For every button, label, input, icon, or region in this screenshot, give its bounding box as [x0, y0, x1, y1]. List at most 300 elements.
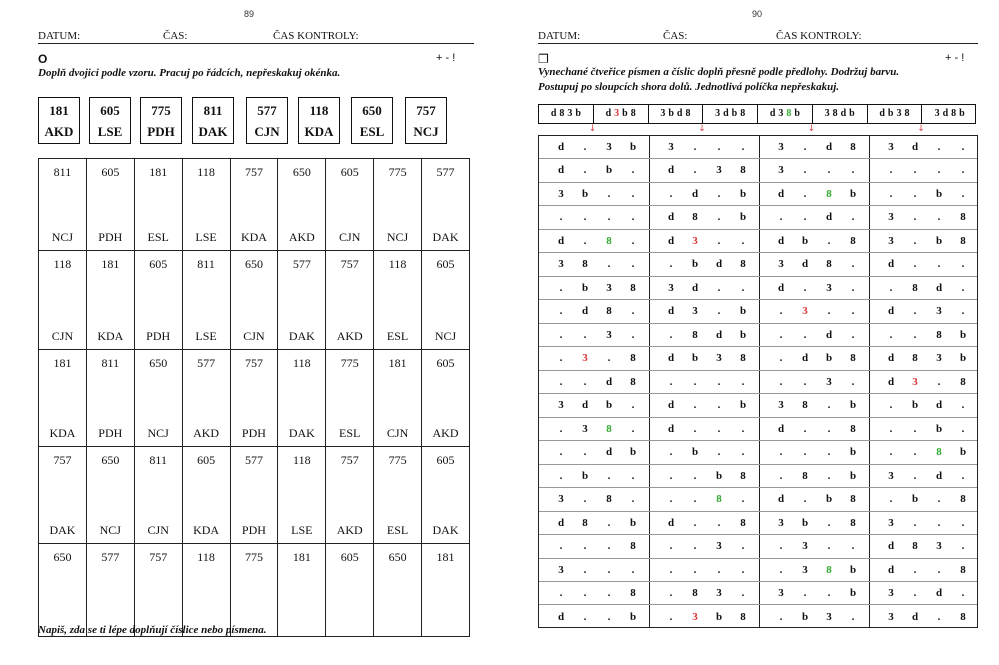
grid-cell[interactable]	[326, 447, 374, 544]
grid-row	[39, 447, 470, 544]
copy-cell[interactable]	[649, 253, 759, 275]
reference-char: b	[731, 108, 738, 119]
grid-cell[interactable]	[39, 251, 87, 350]
grid-cell[interactable]	[326, 159, 374, 251]
copy-cell[interactable]	[649, 606, 759, 629]
copy-char: d	[777, 234, 785, 247]
reference-char: d	[550, 108, 557, 119]
grid-cell[interactable]	[134, 251, 182, 350]
copy-char: b	[801, 234, 809, 247]
grid-cell[interactable]	[422, 544, 470, 637]
copy-cell[interactable]	[649, 512, 759, 534]
cell-number: 577	[244, 453, 263, 467]
copy-char: 3	[716, 587, 722, 600]
cell-number: 181	[388, 356, 407, 370]
copy-cell[interactable]	[539, 277, 649, 299]
copy-cell[interactable]	[869, 136, 979, 158]
copy-char: 8	[630, 352, 636, 365]
grid-cell[interactable]	[86, 159, 134, 251]
copy-cell[interactable]	[759, 277, 869, 299]
grid-cell[interactable]	[86, 544, 134, 637]
grid-cell[interactable]	[39, 159, 87, 251]
sample-code: CJN	[254, 124, 280, 139]
copy-char: .	[851, 164, 855, 177]
copy-cell[interactable]	[759, 206, 869, 228]
copy-cell[interactable]	[869, 183, 979, 205]
copy-cell[interactable]	[759, 371, 869, 393]
copy-char: .	[913, 328, 917, 341]
copy-char: 3	[888, 234, 894, 247]
cell-number: 577	[436, 165, 455, 179]
copy-char: .	[607, 258, 611, 271]
copy-cell[interactable]	[649, 418, 759, 440]
copy-char: .	[669, 563, 673, 576]
copy-cell[interactable]	[539, 253, 649, 275]
copy-char: 8	[740, 164, 746, 177]
cas-kontroly-label: ČAS KONTROLY:	[273, 30, 359, 42]
copy-cell[interactable]	[649, 347, 759, 369]
copy-cell[interactable]	[759, 253, 869, 275]
grid-cell[interactable]	[182, 159, 230, 251]
copy-cell[interactable]	[539, 206, 649, 228]
copy-char: .	[583, 587, 587, 600]
copy-char: d	[887, 305, 895, 318]
copy-char: 3	[606, 328, 612, 341]
down-arrow-icon: ↓	[807, 124, 816, 134]
cell-number: 757	[340, 257, 359, 271]
reference-char: 8	[832, 108, 838, 119]
copy-char: d	[935, 399, 943, 412]
grid-cell[interactable]	[39, 544, 87, 637]
copy-cell[interactable]	[539, 418, 649, 440]
cell-number: 811	[53, 165, 72, 179]
copy-char: .	[913, 563, 917, 576]
copy-char: 8	[960, 563, 966, 576]
cell-code: LSE	[195, 329, 217, 343]
copy-char: .	[851, 258, 855, 271]
reference-char: 8	[904, 108, 910, 119]
copy-cell[interactable]	[539, 441, 649, 463]
reference-char: b	[959, 108, 965, 119]
copy-cell[interactable]	[649, 159, 759, 181]
copy-cell[interactable]	[539, 230, 649, 252]
copy-char: .	[693, 493, 697, 506]
copy-char: .	[693, 540, 697, 553]
copy-char: 8	[912, 352, 918, 365]
grid-cell[interactable]	[230, 447, 278, 544]
copy-cell[interactable]	[539, 512, 649, 534]
copy-char: d	[667, 352, 675, 365]
copy-cell[interactable]	[539, 136, 649, 158]
grid-cell[interactable]	[278, 544, 326, 637]
copy-char: .	[607, 610, 611, 623]
copy-cell[interactable]	[759, 606, 869, 629]
copy-char: .	[913, 305, 917, 318]
grid-cell[interactable]	[39, 350, 87, 447]
copy-char: .	[851, 375, 855, 388]
copy-char: 3	[606, 141, 612, 153]
copy-char: .	[669, 469, 673, 482]
copy-cell[interactable]	[539, 183, 649, 205]
copy-char: .	[583, 234, 587, 247]
copy-char: b	[605, 399, 613, 412]
copy-cell[interactable]	[759, 159, 869, 181]
copy-char: b	[935, 234, 943, 247]
grid-cell[interactable]	[230, 544, 278, 637]
sample-pair	[405, 97, 447, 144]
copy-cell[interactable]	[869, 465, 979, 487]
copy-cell[interactable]	[759, 347, 869, 369]
cell-code: DAK	[432, 230, 459, 244]
copy-cell[interactable]	[649, 488, 759, 510]
copy-char: .	[827, 422, 831, 435]
copy-cell[interactable]	[869, 559, 979, 581]
copy-cell[interactable]	[649, 230, 759, 252]
copy-cell[interactable]	[649, 465, 759, 487]
grid-cell[interactable]	[86, 251, 134, 350]
copy-cell[interactable]	[759, 324, 869, 346]
copy-cell[interactable]	[869, 277, 979, 299]
sample-pair	[298, 97, 340, 144]
copy-cell[interactable]	[539, 465, 649, 487]
copy-cell[interactable]	[649, 136, 759, 158]
copy-char: 8	[606, 234, 612, 247]
copy-cell[interactable]	[649, 324, 759, 346]
cell-code: PDH	[241, 426, 266, 440]
grid-cell[interactable]	[374, 544, 422, 637]
copy-cell[interactable]	[869, 300, 979, 322]
copy-char: d	[581, 305, 589, 318]
reference-group	[758, 105, 813, 123]
copy-cell[interactable]	[759, 183, 869, 205]
copy-cell[interactable]	[649, 394, 759, 416]
copy-cell[interactable]	[869, 441, 979, 463]
copy-cell[interactable]	[759, 230, 869, 252]
copy-cell[interactable]	[759, 512, 869, 534]
footer-instruction: Napiš, zda se ti lépe doplňují číslice nebo písmena.	[38, 624, 267, 636]
copy-char: 3	[802, 563, 808, 576]
grid-cell[interactable]	[134, 159, 182, 251]
copy-char: .	[827, 164, 831, 177]
sample-number: 757	[416, 103, 436, 118]
copy-char: 3	[668, 141, 674, 153]
copy-cell[interactable]	[869, 206, 979, 228]
copy-cell[interactable]	[869, 488, 979, 510]
copy-char: .	[693, 399, 697, 412]
copy-cell[interactable]	[649, 277, 759, 299]
copy-cell[interactable]	[869, 582, 979, 604]
copy-cell[interactable]	[539, 582, 649, 604]
copy-char: .	[717, 399, 721, 412]
copy-char: b	[911, 399, 919, 412]
cell-number: 650	[149, 356, 168, 370]
copy-char: 3	[692, 305, 698, 318]
grid-cell[interactable]	[278, 350, 326, 447]
copy-cell[interactable]	[539, 347, 649, 369]
copy-char: d	[887, 258, 895, 271]
grid-cell[interactable]	[134, 350, 182, 447]
copy-cell[interactable]	[649, 183, 759, 205]
copy-cell[interactable]	[869, 230, 979, 252]
copy-char: 8	[826, 187, 832, 200]
copy-cell[interactable]	[759, 394, 869, 416]
grid-cell[interactable]	[374, 447, 422, 544]
grid-cell[interactable]	[374, 350, 422, 447]
copy-cell[interactable]	[649, 441, 759, 463]
copy-cell[interactable]	[759, 136, 869, 158]
copy-row	[539, 418, 977, 441]
copy-cell[interactable]	[759, 418, 869, 440]
reference-group	[594, 105, 649, 123]
copy-char: d	[887, 563, 895, 576]
copy-cell[interactable]	[649, 300, 759, 322]
grid-cell[interactable]	[39, 447, 87, 544]
copy-char: .	[631, 563, 635, 576]
cell-code: AKD	[432, 426, 459, 440]
copy-char: .	[961, 187, 965, 200]
copy-cell[interactable]	[869, 324, 979, 346]
reference-char: b	[668, 108, 674, 119]
cell-code: ESL	[386, 523, 409, 537]
cell-code: CJN	[339, 230, 361, 244]
reference-char: 8	[630, 108, 636, 119]
copy-char: 3	[778, 141, 784, 153]
copy-cell[interactable]	[869, 535, 979, 557]
copy-char: .	[779, 446, 783, 459]
copy-row	[539, 535, 977, 558]
copy-cell[interactable]	[869, 159, 979, 181]
grid-cell[interactable]	[230, 251, 278, 350]
copy-char: .	[559, 540, 563, 553]
copy-char: 3	[692, 234, 698, 247]
grid-cell[interactable]	[278, 159, 326, 251]
copy-char: .	[631, 422, 635, 435]
grid-cell[interactable]	[182, 544, 230, 637]
copy-char: .	[779, 375, 783, 388]
copy-char: 3	[778, 399, 784, 412]
copy-cell[interactable]	[649, 559, 759, 581]
grid-cell[interactable]	[326, 544, 374, 637]
copy-char: b	[581, 469, 589, 482]
grid-cell[interactable]	[86, 447, 134, 544]
copy-char: 8	[850, 234, 856, 247]
cell-code: AKD	[193, 426, 220, 440]
copy-cell[interactable]	[869, 606, 979, 629]
reference-char: 8	[786, 108, 792, 119]
copy-cell[interactable]	[539, 394, 649, 416]
copy-char: d	[667, 305, 675, 318]
copy-char: 3	[826, 375, 832, 388]
cell-number: 118	[293, 453, 311, 467]
cas-label: ČAS:	[163, 30, 188, 42]
copy-char: .	[779, 610, 783, 623]
copy-row	[539, 394, 977, 417]
copy-char: .	[779, 305, 783, 318]
copy-char: 8	[630, 587, 636, 600]
copy-cell[interactable]	[539, 300, 649, 322]
copy-char: .	[717, 446, 721, 459]
copy-char: 3	[582, 422, 588, 435]
grid-cell[interactable]	[134, 447, 182, 544]
reference-group	[539, 105, 594, 123]
copy-char: .	[913, 446, 917, 459]
grid-cell[interactable]	[326, 350, 374, 447]
cell-number: 650	[53, 550, 72, 564]
cell-code: PDH	[98, 230, 123, 244]
copy-cell[interactable]	[539, 159, 649, 181]
copy-cell[interactable]	[649, 206, 759, 228]
copy-char: .	[559, 469, 563, 482]
grid-cell[interactable]	[134, 544, 182, 637]
copy-row	[539, 136, 977, 159]
copy-char: 3	[888, 587, 894, 600]
copy-char: .	[607, 587, 611, 600]
copy-cell[interactable]	[869, 512, 979, 534]
grid-cell[interactable]	[182, 251, 230, 350]
copy-cell[interactable]	[759, 559, 869, 581]
copy-cell[interactable]	[539, 371, 649, 393]
copy-char: .	[937, 164, 941, 177]
copy-cell[interactable]	[759, 535, 869, 557]
copy-char: 8	[692, 328, 698, 341]
copy-char: .	[669, 446, 673, 459]
reference-char: b	[622, 108, 628, 119]
copy-cell[interactable]	[759, 441, 869, 463]
grid-cell[interactable]	[230, 159, 278, 251]
copy-cell[interactable]	[649, 582, 759, 604]
copy-char: b	[849, 446, 857, 459]
grid-cell[interactable]	[230, 350, 278, 447]
copy-row	[539, 230, 977, 253]
copy-char: 3	[558, 187, 564, 200]
grid-cell[interactable]	[374, 251, 422, 350]
copy-char: .	[583, 493, 587, 506]
grid-cell[interactable]	[278, 251, 326, 350]
copy-cell[interactable]	[869, 253, 979, 275]
copy-cell[interactable]	[869, 394, 979, 416]
cell-number: 775	[244, 550, 263, 564]
copy-char: b	[959, 352, 967, 365]
copy-char: b	[715, 469, 723, 482]
grid-cell[interactable]	[422, 350, 470, 447]
copy-row	[539, 488, 977, 511]
copy-cell[interactable]	[539, 535, 649, 557]
copy-char: .	[583, 446, 587, 459]
copy-char: 8	[630, 540, 636, 553]
copy-cell[interactable]	[539, 559, 649, 581]
copy-char: .	[851, 328, 855, 341]
copy-cell[interactable]	[759, 488, 869, 510]
copy-char: 8	[826, 563, 832, 576]
evaluation-marks: + - !	[945, 52, 965, 64]
copy-char: 3	[802, 540, 808, 553]
cell-code: CJN	[51, 329, 74, 343]
copy-cell[interactable]	[539, 324, 649, 346]
copy-char: .	[827, 234, 831, 247]
copy-char: .	[693, 141, 697, 153]
copy-icon: ❐	[538, 52, 549, 66]
copy-char: 3	[778, 164, 784, 177]
grid-cell[interactable]	[182, 350, 230, 447]
grid-cell[interactable]	[422, 251, 470, 350]
copy-char: .	[693, 563, 697, 576]
copy-char: 8	[960, 211, 966, 224]
copy-cell[interactable]	[869, 418, 979, 440]
copy-char: .	[631, 211, 635, 224]
copy-char: d	[605, 446, 613, 459]
copy-char: .	[669, 610, 673, 623]
copy-cell[interactable]	[539, 606, 649, 629]
down-arrow-icon: ↓	[698, 124, 706, 134]
grid-cell[interactable]	[422, 447, 470, 544]
copy-cell[interactable]	[869, 347, 979, 369]
down-arrow-icon: ↓	[917, 124, 925, 134]
cell-code: KDA	[193, 523, 220, 537]
copy-char: 3	[606, 281, 612, 294]
cell-number: 650	[244, 257, 263, 271]
reference-char: d	[676, 108, 683, 119]
copy-char: .	[583, 563, 587, 576]
sample-pair	[192, 97, 234, 144]
copy-char: d	[911, 141, 919, 153]
header-line	[538, 30, 978, 44]
copy-cell[interactable]	[649, 535, 759, 557]
copy-row	[539, 300, 977, 323]
copy-char: .	[851, 281, 855, 294]
grid-cell[interactable]	[86, 350, 134, 447]
copy-char: b	[581, 281, 589, 294]
grid-cell[interactable]	[278, 447, 326, 544]
evaluation-marks: + - !	[436, 52, 456, 64]
copy-char: .	[717, 375, 721, 388]
copy-cell[interactable]	[539, 488, 649, 510]
cell-number: 577	[197, 356, 216, 370]
sample-code: DAK	[198, 124, 228, 139]
copy-cell[interactable]	[759, 582, 869, 604]
copy-char: .	[827, 587, 831, 600]
grid-cell[interactable]	[326, 251, 374, 350]
copy-char: 8	[582, 258, 588, 271]
copy-char: .	[717, 516, 721, 529]
cell-number: 181	[292, 550, 311, 564]
copy-char: b	[849, 469, 857, 482]
copy-char: .	[717, 187, 721, 200]
copy-cell[interactable]	[759, 465, 869, 487]
grid-cell[interactable]	[422, 159, 470, 251]
copy-char: .	[827, 305, 831, 318]
copy-char: .	[779, 540, 783, 553]
copy-char: .	[559, 446, 563, 459]
copy-cell[interactable]	[759, 300, 869, 322]
copy-char: .	[889, 328, 893, 341]
copy-char: b	[715, 610, 723, 623]
cell-code: CJN	[147, 523, 169, 537]
copy-char: 3	[888, 141, 894, 153]
copy-char: .	[937, 258, 941, 271]
copy-char: b	[849, 563, 857, 576]
copy-char: .	[961, 516, 965, 529]
copy-cell[interactable]	[649, 371, 759, 393]
copy-cell[interactable]	[869, 371, 979, 393]
copy-char: .	[889, 187, 893, 200]
reference-group	[868, 105, 923, 123]
cell-code: PDH	[146, 329, 171, 343]
copy-char: 3	[558, 563, 564, 576]
copy-char: .	[803, 164, 807, 177]
datum-label: DATUM:	[38, 30, 81, 42]
grid-cell[interactable]	[182, 447, 230, 544]
grid-cell[interactable]	[374, 159, 422, 251]
